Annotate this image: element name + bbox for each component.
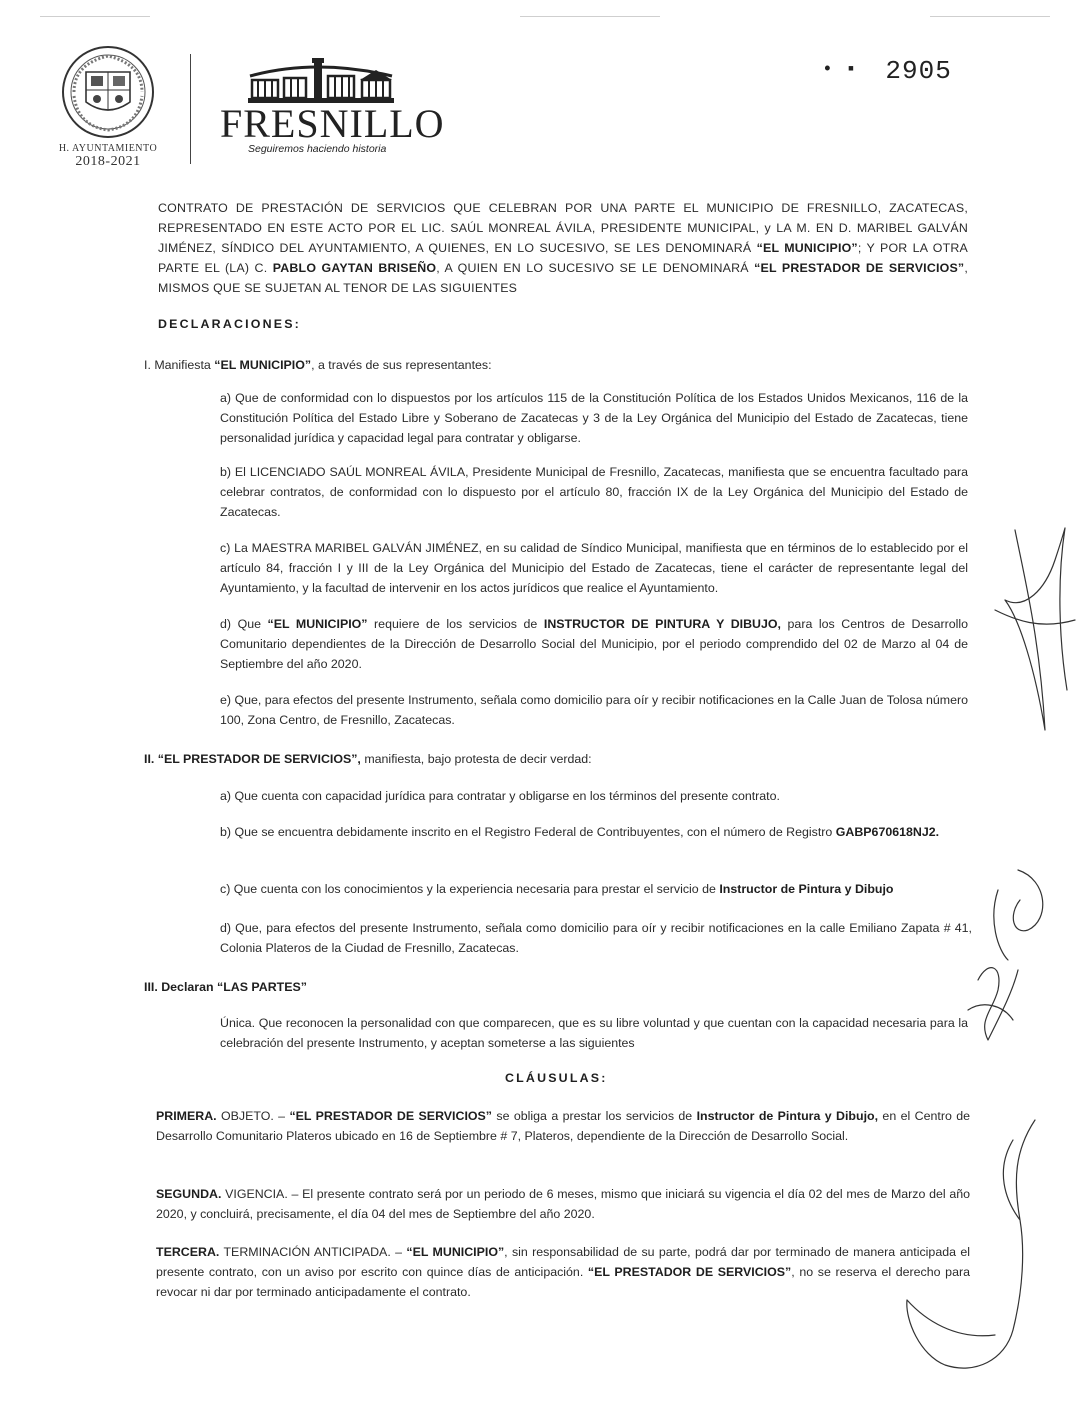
- clause-text: para los Centros de Desarrollo Comunitario dependientes de la Dirección de Desarrollo Social del Municipio, por el periodo comprendido del 02 de Marzo al 04 de Septiembre del año 2020.: [220, 617, 969, 671]
- clause-bold: INSTRUCTOR DE PINTURA Y DIBUJO,: [543, 617, 781, 631]
- declaracion-1d: [220, 614, 968, 674]
- declaracion-section-1: [144, 355, 964, 375]
- clause-text: , sin responsabilidad de su parte, podrá dar por terminado de manera anticipada el presente contrato, con un aviso por escrito con quince días de anticipación.: [156, 1245, 971, 1279]
- clausula-primera: [156, 1106, 970, 1146]
- declaracion-2a: a) Que cuenta con capacidad jurídica para contratar y obligarse en los términos del presente contrato.: [220, 789, 780, 803]
- clause-bold: “EL MUNICIPIO”: [267, 617, 368, 631]
- folio-value: 2905: [885, 56, 952, 86]
- declaracion-1c: c) La MAESTRA MARIBEL GALVÁN JIMÉNEZ, en su calidad de Síndico Municipal, manifiesta que en términos de lo establecido por el artículo 84, fracción I y III de la Ley Orgánica del Municipio del Estado de Zacatecas, tiene el carácter de representante legal del Ayuntamiento, y la facultad de intervenir en los actos jurídicos que realice el Ayuntamiento.: [220, 541, 968, 595]
- clause-label: TERCERA.: [156, 1245, 220, 1259]
- intro-text: , MISMOS QUE SE SUJETAN AL TENOR DE LAS SIGUIENTES: [158, 261, 968, 295]
- clause-bold: “EL MUNICIPIO”: [406, 1245, 505, 1259]
- clause-text: VIGENCIA. – El presente contrato será por un periodo de 6 meses, mismo que iniciará su vigencia el día 02 del mes de Marzo del año 2020, y concluirá, precisamente, el día 04 del mes de Septiembre del año 2020.: [156, 1187, 970, 1221]
- clause-bold: “EL PRESTADOR DE SERVICIOS”: [289, 1109, 492, 1123]
- intro-prestador: “EL PRESTADOR DE SERVICIOS”: [754, 261, 965, 275]
- clausula-segunda: [156, 1184, 970, 1224]
- header-divider: [190, 54, 191, 164]
- section-text: manifiesta, bajo protesta de decir verdad:: [360, 752, 592, 766]
- clause-text: en el Centro de Desarrollo Comunitario Plateros ubicado en 16 de Septiembre # 7, Plateros, dependiente de la Dirección de Desarrollo Social.: [156, 1109, 971, 1143]
- fresnillo-tagline: Seguiremos haciendo historia: [248, 143, 387, 155]
- intro-text: CONTRATO DE PRESTACIÓN DE SERVICIOS QUE CELEBRAN POR UNA PARTE EL MUNICIPIO DE FRESNILLO, ZACATECAS, REPRESENTADO EN ESTE ACTO POR EL LIC. SAÚL MONREAL ÁVILA, PRESIDENTE MUNICIPAL, y LA M. EN D. MARIBEL GALVÁN JIMÉNEZ, SÍNDICO DEL AYUNTAMIENTO, A QUIENES, EN LO SUCESIVO, SE LES DENOMINARÁ: [158, 201, 968, 255]
- clause-text: b) Que se encuentra debidamente inscrito en el Registro Federal de Contribuyentes, con el número de Registro: [220, 825, 836, 839]
- municipal-seal-icon: [60, 44, 156, 140]
- clause-text: se obliga a prestar los servicios de: [492, 1109, 697, 1123]
- scan-artifact-line: [520, 16, 660, 17]
- clausulas-heading: CLÁUSULAS:: [505, 1071, 608, 1085]
- clause-label: PRIMERA.: [156, 1109, 217, 1123]
- signature-initials-1: [985, 520, 1080, 740]
- section-text: , a través de sus representantes:: [311, 358, 492, 372]
- folio-marks: • ▪: [822, 60, 858, 80]
- signature-initials-2: [958, 860, 1058, 1060]
- clause-label: SEGUNDA.: [156, 1187, 222, 1201]
- clause-bold: “EL PRESTADOR DE SERVICIOS”: [587, 1265, 792, 1279]
- declaracion-unica: Única. Que reconocen la personalidad con que comparecen, que es su libre voluntad y que cuentan con la capacidad necesaria para la celebración del presente Instrumento, y aceptan someterse a las siguientes: [220, 1016, 968, 1050]
- seal-caption-line1: H. AYUNTAMIENTO: [58, 143, 158, 154]
- clause-text: c) Que cuenta con los conocimientos y la experiencia necesaria para prestar el servicio de: [220, 882, 720, 896]
- scan-artifact-line: [40, 16, 150, 17]
- section-text: I. Manifiesta: [144, 358, 215, 372]
- clause-text: TERMINACIÓN ANTICIPADA. –: [219, 1245, 407, 1259]
- section-bold: “EL MUNICIPIO”: [214, 358, 312, 372]
- folio-number: [822, 56, 952, 86]
- clause-text: d) Que: [220, 617, 268, 631]
- rfc-number: GABP670618NJ2.: [835, 825, 940, 839]
- declaraciones-heading: DECLARACIONES:: [158, 317, 302, 331]
- declaracion-1b: b) El LICENCIADO SAÚL MONREAL ÁVILA, Presidente Municipal de Fresnillo, Zacatecas, manifiesta que se encuentra facultado para celebrar contratos, de conformidad con lo dispuesto por el artículo 80, fracción IX de la Ley Orgánica del Municipio del Estado de Zacatecas.: [220, 465, 968, 519]
- declaracion-section-3: [144, 977, 744, 997]
- fresnillo-building-logo-icon: [246, 54, 396, 104]
- clause-bold: Instructor de Pintura y Dibujo: [719, 882, 894, 896]
- intro-prestador-name: PABLO GAYTAN BRISEÑO: [272, 261, 437, 275]
- contract-intro: [158, 198, 968, 298]
- section-bold: II. “EL PRESTADOR DE SERVICIOS”,: [144, 752, 361, 766]
- clause-text: , no se reserva el derecho para revocar ni dar por terminado anticipadamente el contrato.: [156, 1265, 970, 1299]
- declaracion-2b: [220, 822, 968, 842]
- seal-caption-line2: 2018-2021: [75, 154, 141, 169]
- intro-text: ; Y POR LA OTRA PARTE EL (LA) C.: [158, 241, 968, 275]
- scan-artifact-line: [930, 16, 1050, 17]
- declaracion-2d: d) Que, para efectos del presente Instrumento, señala como domicilio para oír y recibir notificaciones en la calle Emiliano Zapata # 41, Colonia Plateros de la Ciudad de Fresnillo, Zacatecas.: [220, 921, 972, 955]
- clausula-tercera: [156, 1242, 970, 1302]
- intro-text: , A QUIEN EN LO SUCESIVO SE LE DENOMINARÁ: [436, 261, 755, 275]
- declaracion-section-2: [144, 749, 964, 769]
- section-bold: III. Declaran “LAS PARTES”: [144, 980, 307, 994]
- seal-caption: [48, 142, 168, 168]
- clause-bold: Instructor de Pintura y Dibujo,: [696, 1109, 879, 1123]
- clause-text: OBJETO. –: [216, 1109, 290, 1123]
- declaracion-2c: [220, 879, 972, 899]
- declaracion-1a: a) Que de conformidad con lo dispuestos por los artículos 115 de la Constitución Política de los Estados Unidos Mexicanos, 116 de la Constitución Política del Estado Libre y Soberano de Zacatecas y 3 de la Ley Orgánica del Municipio del Estado de Zacatecas, tiene personalidad jurídica y capacidad legal para contratar y obligarse.: [220, 391, 968, 445]
- signature-large: [895, 1110, 1045, 1390]
- fresnillo-logo-text: FRESNILLO: [220, 101, 445, 146]
- intro-municipio: “EL MUNICIPIO”: [756, 241, 858, 255]
- clause-text: requiere de los servicios de: [367, 617, 544, 631]
- declaracion-1e: e) Que, para efectos del presente Instrumento, señala como domicilio para oír y recibir notificaciones en la Calle Juan de Tolosa número 100, Zona Centro, de Fresnillo, Zacatecas.: [220, 693, 968, 727]
